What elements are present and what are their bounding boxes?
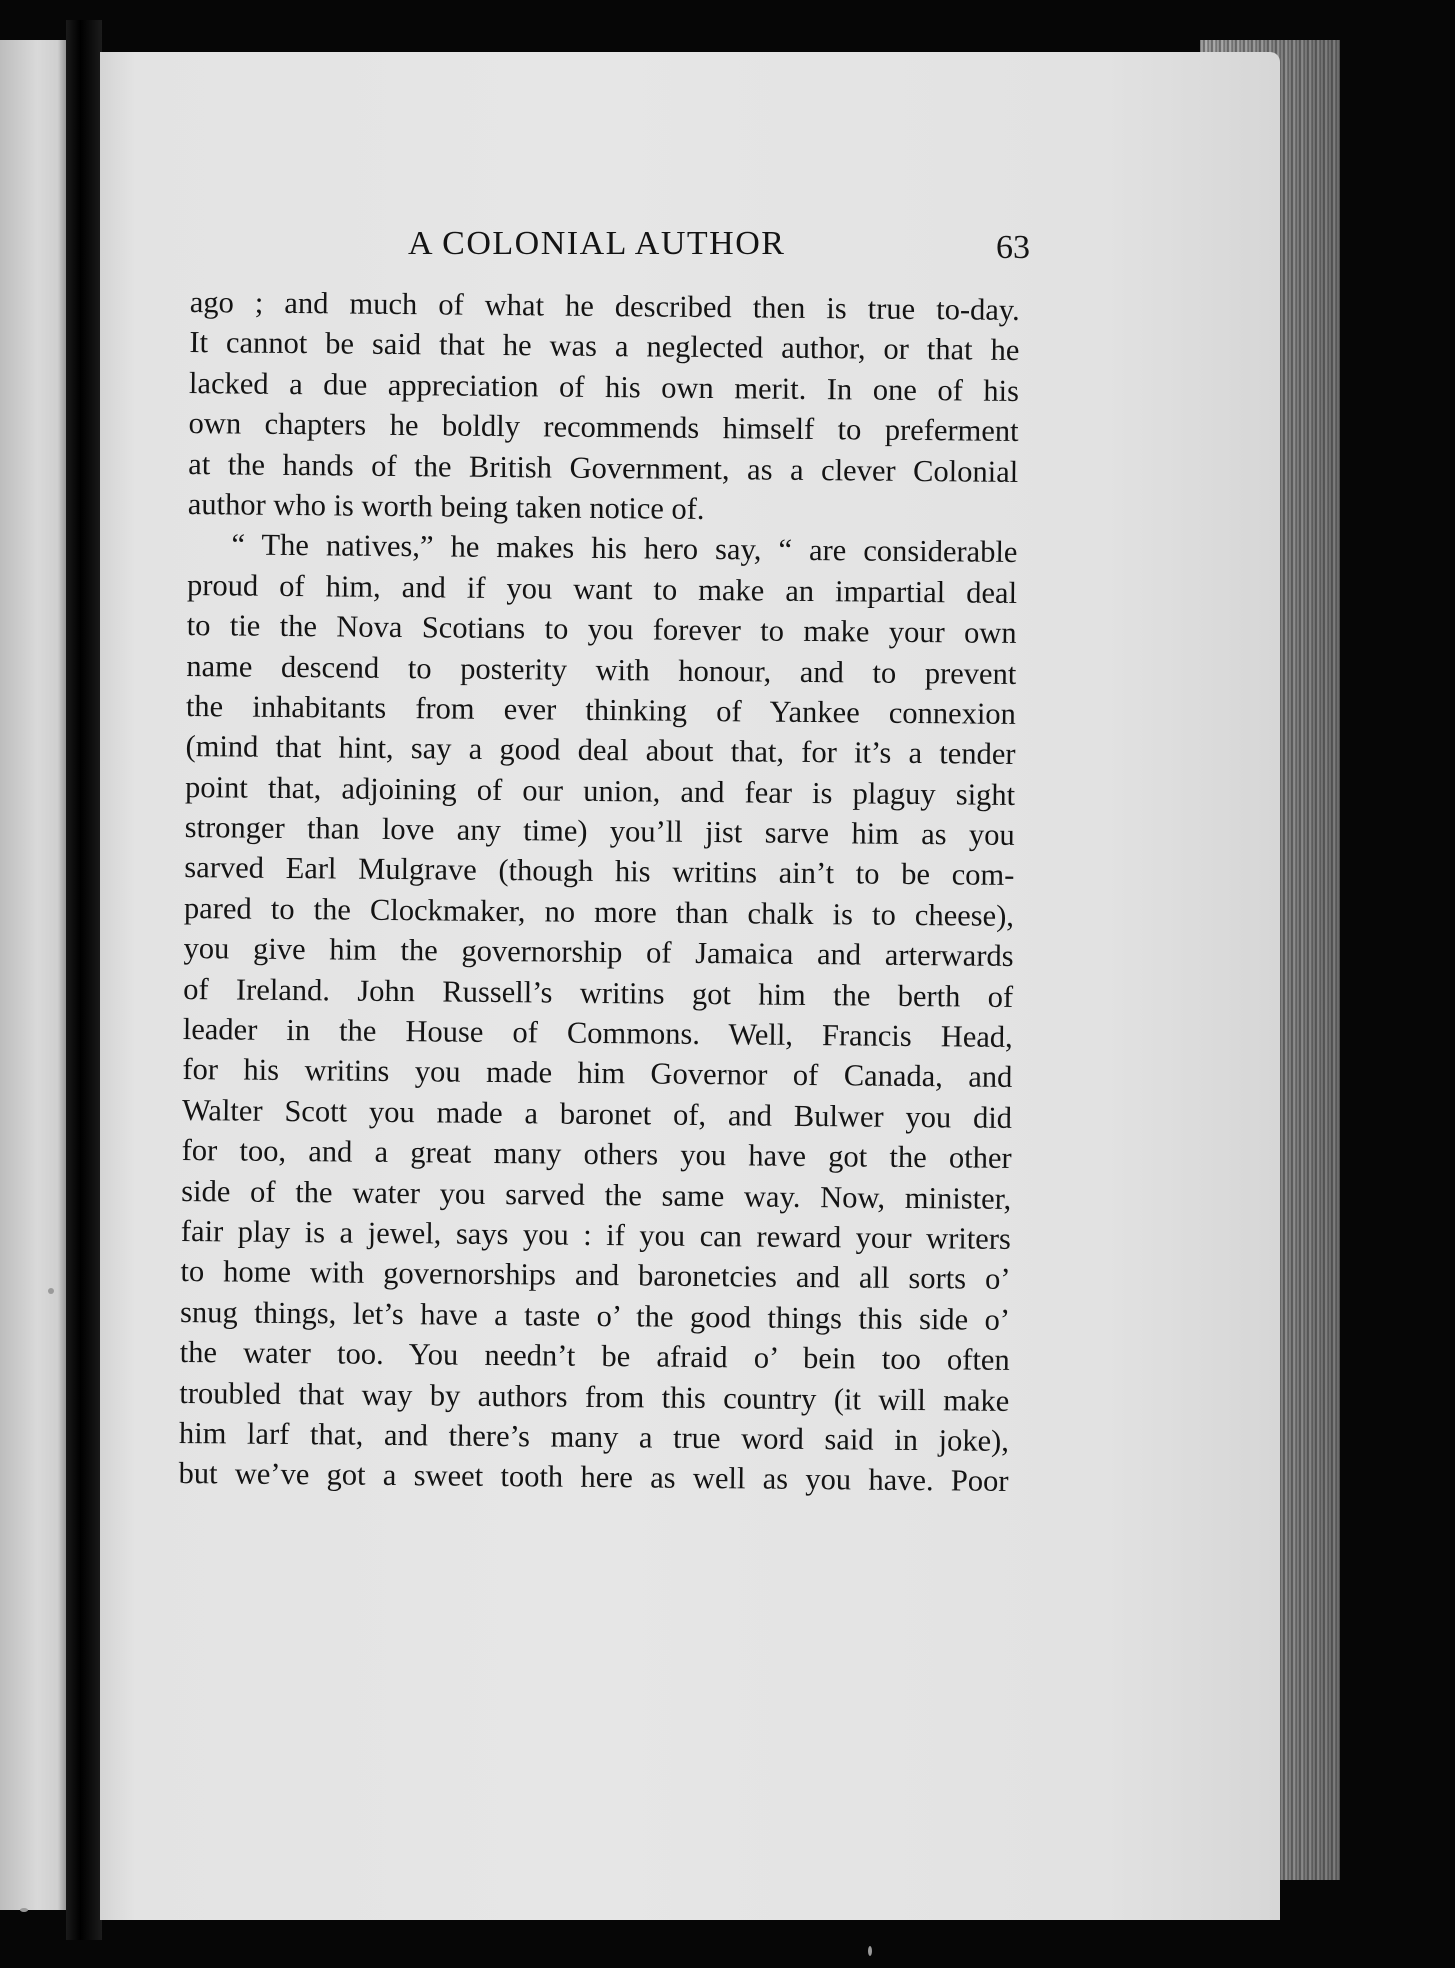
book-gutter: [66, 20, 102, 1940]
text-line: to tie the Nova Scotians to you forever to make your own: [186, 608, 1017, 651]
text-line: It cannot be said that he was a neglected author, or that he: [189, 325, 1020, 368]
text-line: sarved Earl Mulgrave (though his writins ain’t to be com-: [184, 850, 1015, 893]
previous-page-edge: [0, 40, 68, 1910]
text-line: proud of him, and if you want to make an impartial deal: [186, 567, 1018, 610]
text-line: him larf that, and there’s many a true word said in joke),: [178, 1415, 1010, 1458]
text-line: of Ireland. John Russell’s writins got him the berth of: [183, 971, 1014, 1014]
text-line: for too, and a great many others you have got the other: [181, 1133, 1012, 1176]
text-line: the inhabitants from ever thinking of Yankee connexion: [185, 688, 1017, 731]
text-line: stronger than love any time) you’ll jist sarve him as you: [184, 810, 1015, 853]
page-number: 63: [996, 229, 1030, 266]
body-text: [178, 282, 1020, 1502]
text-line: side of the water you sarved the same way. Now, minister,: [181, 1173, 1012, 1216]
text-line: pared to the Clockmaker, no more than chalk is to cheese),: [183, 890, 1015, 933]
text-line: you give him the governorship of Jamaica and arterwards: [183, 931, 1014, 974]
text-line: fair play is a jewel, says you : if you can reward your writers: [180, 1213, 1012, 1256]
text-line: to home with governorships and baronetcies and all sorts o’: [180, 1254, 1011, 1297]
text-line: author who is worth being taken notice of.: [187, 486, 705, 526]
running-title: A COLONIAL AUTHOR: [408, 225, 786, 262]
text-line: snug things, let’s have a taste o’ the good things this side o’: [179, 1294, 1011, 1337]
text-line: ago ; and much of what he described then is true to-day.: [189, 284, 1020, 327]
text-line: for his writins you made him Governor of Canada, and: [182, 1052, 1013, 1095]
text-line: name descend to posterity with honour, and to prevent: [186, 648, 1017, 691]
scan-speck: [20, 1908, 28, 1912]
text-line: own chapters he boldly recommends himself to preferment: [188, 406, 1019, 449]
text-line: the water too. You needn’t be afraid o’ bein too often: [179, 1335, 1010, 1378]
running-header: [190, 222, 1030, 282]
text-line: leader in the House of Commons. Well, Francis Head,: [182, 1011, 1013, 1054]
text-line: lacked a due appreciation of his own merit. In one of his: [188, 365, 1020, 408]
text-line: but we’ve got a sweet tooth here as well as you have. Poor: [178, 1456, 1009, 1499]
text-line: troubled that way by authors from this country (it will make: [179, 1375, 1010, 1418]
scan-speck: [868, 1946, 872, 1956]
text-line: at the hands of the British Government, as a clever Colonial: [188, 446, 1019, 489]
text-line: Walter Scott you made a baronet of, and Bulwer you did: [181, 1092, 1013, 1135]
text-line: “ The natives,” he makes his hero say, “ are considerable: [231, 527, 1018, 570]
text-line: (mind that hint, say a good deal about that, for it’s a tender: [185, 729, 1016, 772]
scan-speck: [48, 1288, 54, 1294]
text-line: point that, adjoining of our union, and fear is plaguy sight: [184, 769, 1016, 812]
